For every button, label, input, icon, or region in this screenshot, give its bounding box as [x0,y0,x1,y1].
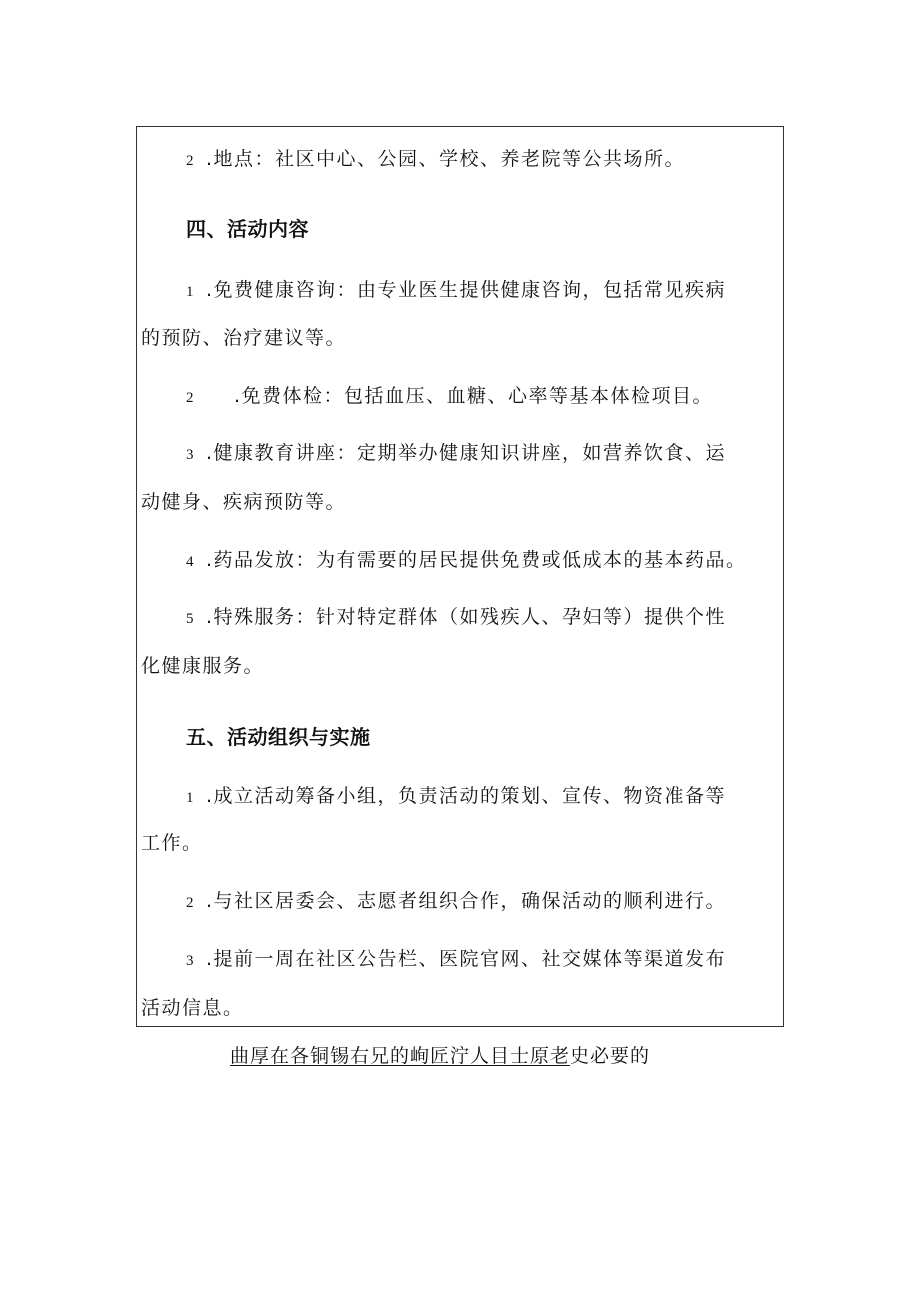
section-heading-activities: 四、活动内容 [186,217,309,241]
list-item [186,605,836,631]
item-number: 3 [186,953,194,969]
item-continuation: 工作。 [141,832,203,854]
item-text: .药品发放：为有需要的居民提供免费或低成本的基本药品。 [206,549,747,571]
list-item [186,947,836,973]
item-text: .与社区居委会、志愿者组织合作，确保活动的顺利进行。 [206,890,727,912]
item-text: .地点：社区中心、公园、学校、养老院等公共场所。 [206,148,686,170]
item-number: 1 [186,284,194,300]
list-item [186,441,836,467]
item-continuation: 动健身、疾病预防等。 [141,491,347,513]
footer-note [230,1044,650,1068]
item-number: 3 [186,447,194,463]
item-continuation: 化健康服务。 [141,655,265,677]
location-item [186,147,836,173]
item-continuation: 活动信息。 [141,997,244,1019]
list-item [186,278,836,304]
footer-underlined-text: 曲厚在各铜锡右兄的峋匠泞人目士原老 [230,1045,571,1067]
list-item [186,548,836,574]
item-number: 2 [186,153,194,169]
section-heading-organization: 五、活动组织与实施 [186,725,371,749]
item-number: 4 [186,554,194,570]
item-text: .提前一周在社区公告栏、医院官网、社交媒体等渠道发布 [206,948,727,970]
item-text: .特殊服务：针对特定群体（如残疾人、孕妇等）提供个性 [206,606,727,628]
item-continuation: 的预防、治疗建议等。 [141,327,347,349]
item-number: 1 [186,790,194,806]
item-text: .健康教育讲座：定期举办健康知识讲座，如营养饮食、运 [206,442,727,464]
list-item [186,384,836,410]
item-text: .免费健康咨询：由专业医生提供健康咨询，包括常见疾病 [206,279,727,301]
item-number: 2 [186,895,194,911]
item-number: 5 [186,611,194,627]
item-number: 2 [186,390,194,406]
footer-plain-text: 史必要的 [570,1045,651,1067]
list-item [186,784,836,810]
item-text: .成立活动筹备小组，负责活动的策划、宣传、物资准备等 [206,785,727,807]
item-text: .免费体检：包括血压、血糖、心率等基本体检项目。 [234,385,714,407]
list-item [186,889,836,915]
